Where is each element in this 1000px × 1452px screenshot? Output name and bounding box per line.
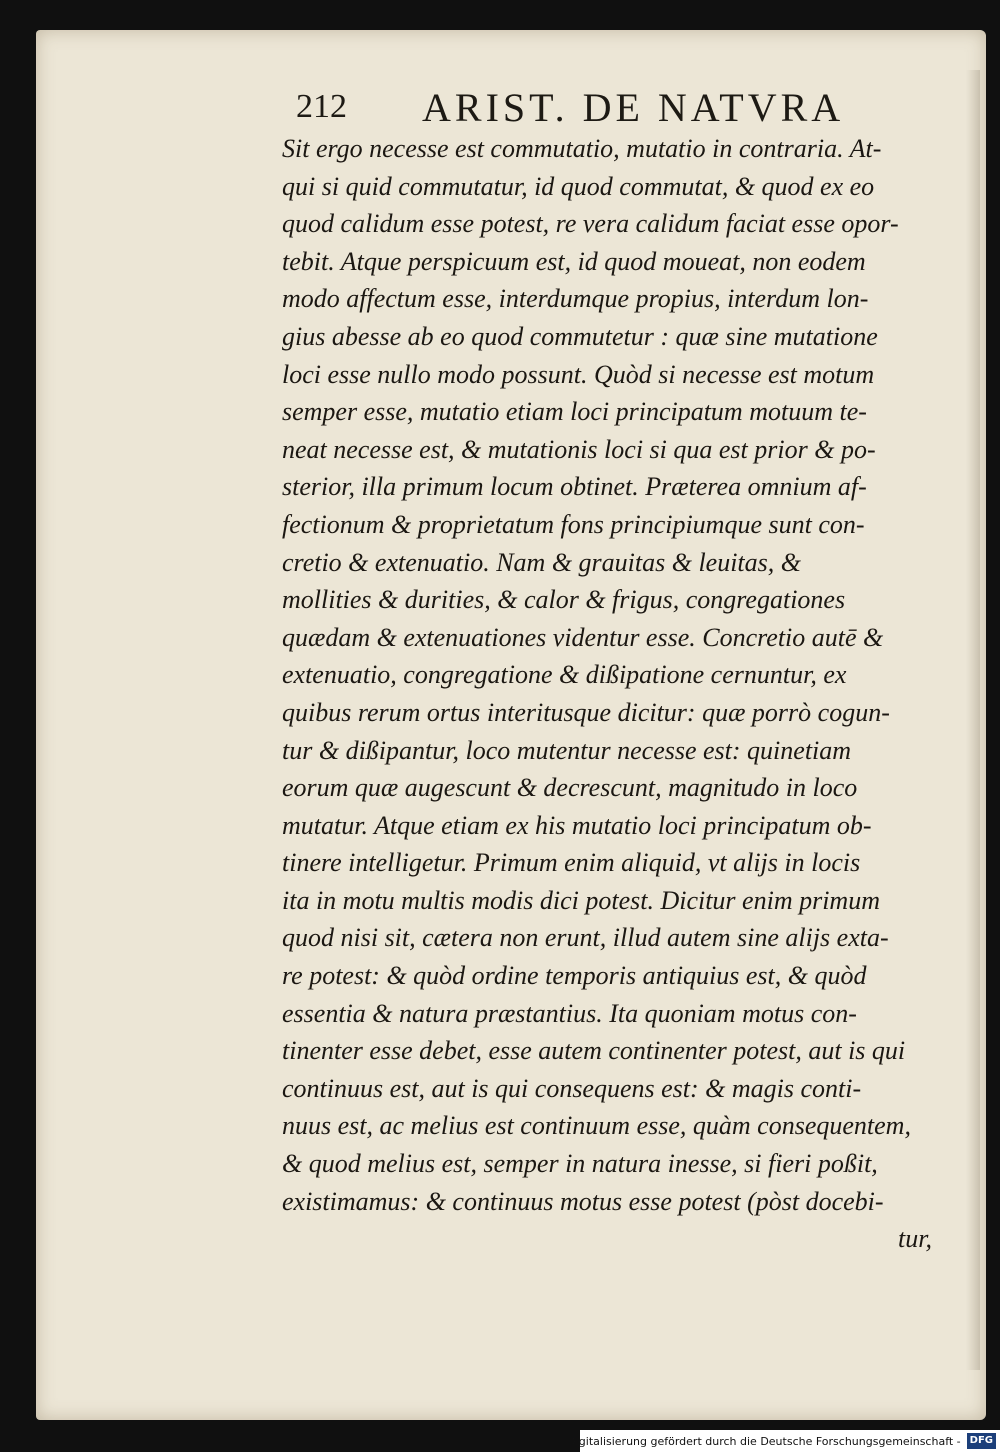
- page-edge-shadow: [966, 70, 980, 1370]
- text-line: quædam & extenuationes videntur esse. Concretio autē &: [282, 622, 884, 652]
- text-line: quod calidum esse potest, re vera calidum faciat esse opor-: [282, 209, 899, 239]
- text-line: & quod melius est, semper in natura inesse, si fieri poßit,: [282, 1149, 878, 1179]
- text-line: cretio & extenuatio. Nam & grauitas & leuitas, &: [282, 547, 801, 577]
- body-text: [282, 130, 940, 1258]
- text-line: semper esse, mutatio etiam loci principatum motuum te-: [282, 397, 867, 427]
- text-line: neat necesse est, & mutationis loci si qua est prior & po-: [282, 434, 876, 464]
- text-line: tebit. Atque perspicuum est, id quod moueat, non eodem: [282, 246, 866, 276]
- text-line: qui si quid commutatur, id quod commutat, & quod ex eo: [282, 171, 875, 201]
- catchword: tur,: [898, 1224, 932, 1254]
- text-line: Sit ergo necesse est commutatio, mutatio in contraria. At-: [282, 134, 882, 163]
- text-line: essentia & natura præstantius. Ita quoniam motus con-: [282, 998, 857, 1028]
- text-line: gius abesse ab eo quod commutetur : quæ sine mutatione: [282, 321, 878, 351]
- text-line: quod nisi sit, cætera non erunt, illud autem sine alijs extа-: [282, 923, 889, 953]
- page-number: 212: [296, 88, 347, 125]
- text-line: tur & dißipantur, loco mutentur necesse est: quinetiam: [282, 735, 852, 765]
- page-header: [296, 84, 856, 130]
- text-line: existimamus: & continuus motus esse potest (pòst docebi-: [282, 1186, 884, 1216]
- text-line: extenuatio, congregatione & dißipatione cernuntur, ex: [282, 660, 847, 690]
- text-line: tinere intelligetur. Primum enim aliquid, vt alijs in locis: [282, 848, 861, 878]
- text-line: ita in motu multis modis dici potest. Dicitur enim primum: [282, 885, 880, 915]
- text-line: continuus est, aut is qui consequens est: & magis conti-: [282, 1073, 862, 1103]
- text-line: nuus est, ac melius est continuum esse, quàm consequentem,: [282, 1111, 911, 1141]
- text-line: mollities & durities, & calor & frigus, congregationes: [282, 585, 846, 615]
- text-line: sterior, illa primum locum obtinet. Præterea omnium af-: [282, 472, 867, 502]
- text-line: eorum quæ augescunt & decrescunt, magnitudo in loco: [282, 773, 858, 803]
- running-title: ARIST. DE NATVRA: [422, 85, 845, 130]
- text-line: modo affectum esse, interdumque propius, interdum lon-: [282, 284, 869, 314]
- dfg-logo: DFG: [967, 1433, 996, 1449]
- digitization-credit-bar: [567, 1430, 1000, 1452]
- text-line: fectionum & proprietatum fons principiumque sunt con-: [282, 509, 865, 539]
- text-line: loci esse nullo modo possunt. Quòd si necesse est motum: [282, 359, 875, 389]
- digitization-credit: Digitalisierung gefördert durch die Deutsche Forschungsgemeinschaft -: [567, 1434, 961, 1448]
- text-line: re potest: & quòd ordine temporis antiquius est, & quòd: [282, 961, 867, 991]
- text-line: quibus rerum ortus interitusque dicitur: quæ porrò cogun-: [282, 697, 890, 727]
- text-line: mutatur. Atque etiam ex his mutatio loci principatum ob-: [282, 810, 872, 840]
- text-line: tinenter esse debet, esse autem continenter potest, aut is qui: [282, 1036, 906, 1066]
